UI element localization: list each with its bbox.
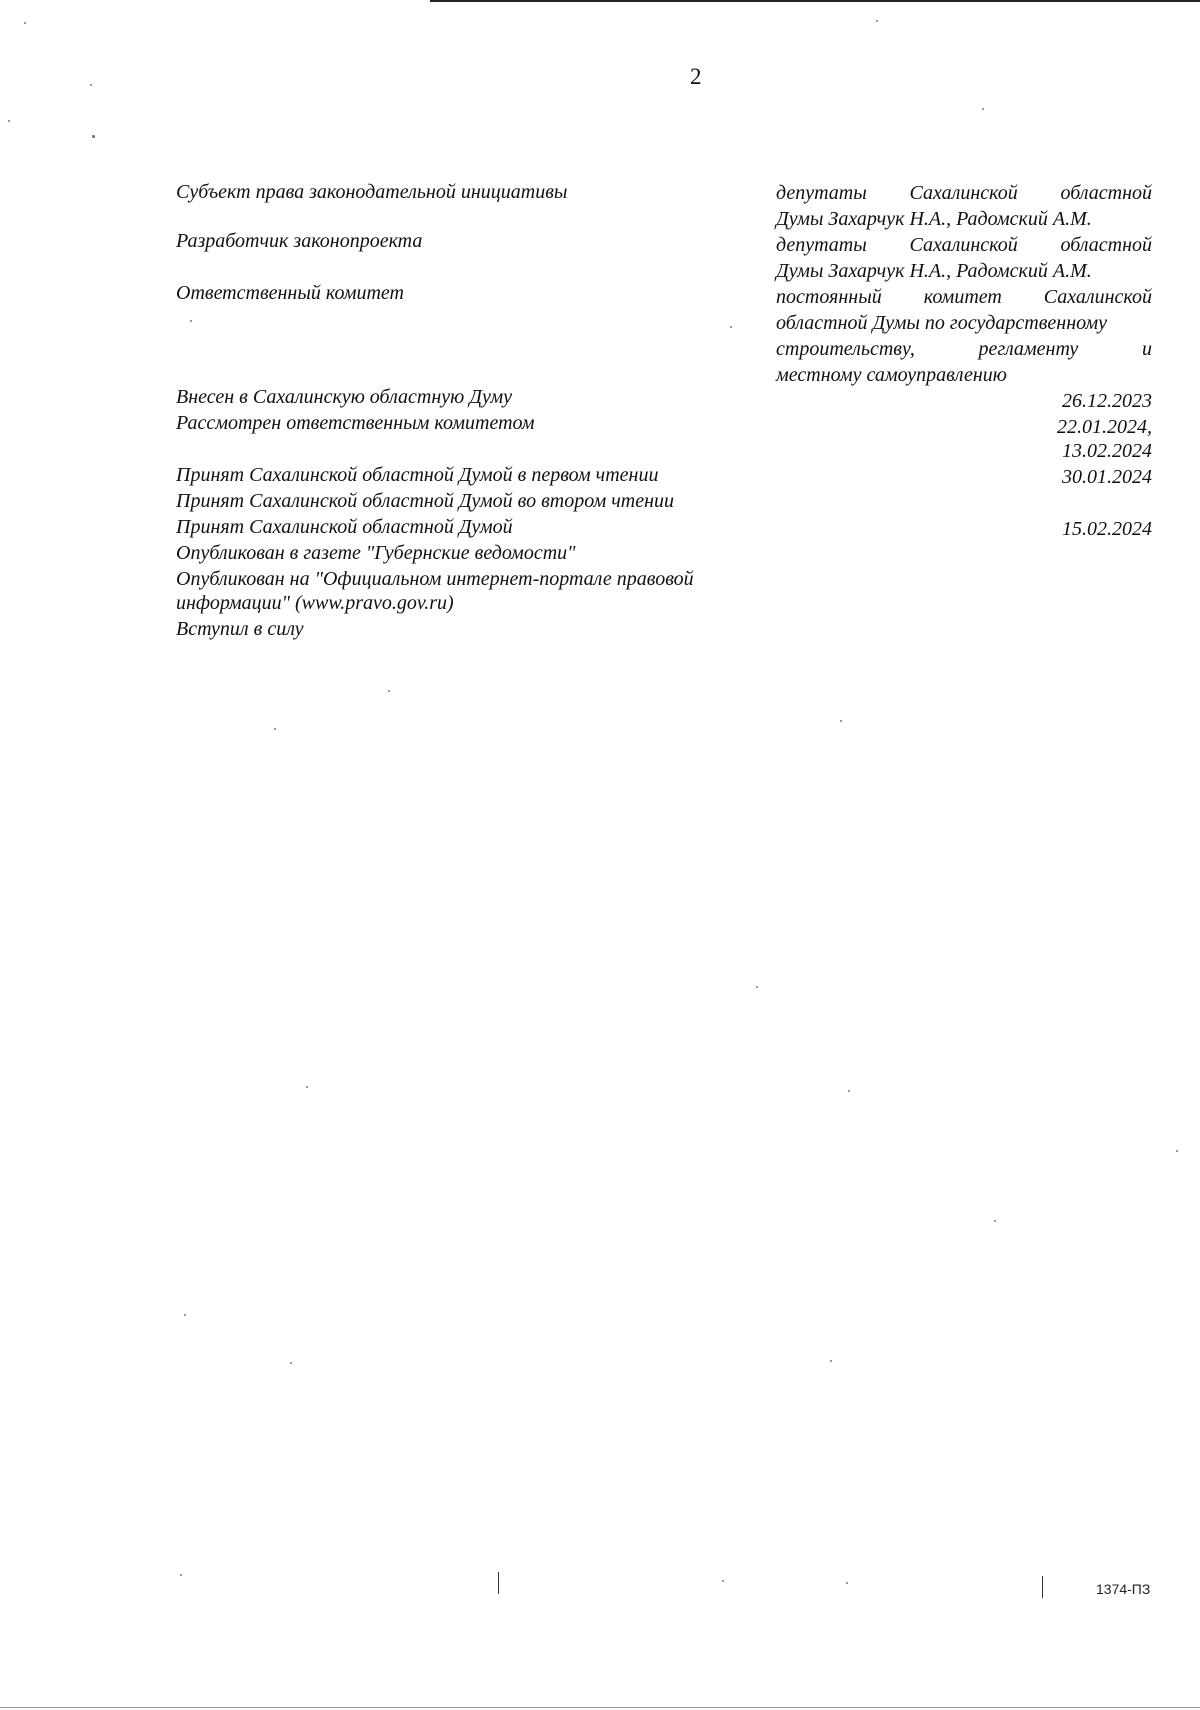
scan-speck [190, 320, 192, 322]
scan-speck [982, 108, 984, 110]
scan-speck [840, 720, 842, 722]
committee-value-line: местному самоуправлению [776, 364, 1007, 386]
scan-speck [994, 1220, 996, 1222]
scan-speck [848, 1090, 850, 1092]
reviewed-date: 13.02.2024 [1062, 440, 1152, 462]
top-edge-line [430, 0, 1200, 2]
scan-speck [1176, 1150, 1178, 1152]
footer-scan-mark [1042, 1576, 1043, 1598]
subject-label: Субъект права законодательной инициативы [176, 181, 568, 203]
committee-value-line: строительству, регламенту и [776, 338, 1152, 360]
adopted-date: 15.02.2024 [1062, 518, 1152, 540]
subject-value-line: Думы Захарчук Н.А., Радомский А.М. [776, 208, 1092, 230]
published-portal-label: информации" (www.pravo.gov.ru) [176, 592, 454, 614]
introduced-date: 26.12.2023 [1062, 390, 1152, 412]
developer-value-line: депутаты Сахалинской областной [776, 234, 1152, 256]
developer-value-line: Думы Захарчук Н.А., Радомский А.М. [776, 260, 1092, 282]
committee-value [776, 284, 1152, 388]
in-force-label: Вступил в силу [176, 618, 304, 640]
subject-value [776, 180, 1152, 232]
scan-speck [730, 326, 732, 328]
footer-scan-mark [498, 1572, 499, 1594]
committee-label: Ответственный комитет [176, 282, 404, 304]
subject-value-line: депутаты Сахалинской областной [776, 182, 1152, 204]
scan-speck [92, 135, 95, 138]
scan-speck [274, 728, 276, 730]
scan-speck [184, 1314, 186, 1316]
published-portal-label: Опубликован на "Официальном интернет-портале правовой [176, 568, 694, 590]
scan-speck [846, 1582, 848, 1584]
committee-value-line: областной Думы по государственному [776, 312, 1107, 334]
page-number: 2 [690, 64, 702, 89]
scan-speck [8, 120, 10, 122]
second-reading-label: Принят Сахалинской областной Думой во втором чтении [176, 490, 675, 512]
developer-label: Разработчик законопроекта [176, 230, 423, 252]
scan-speck [876, 20, 878, 22]
first-reading-date: 30.01.2024 [1062, 466, 1152, 488]
scan-speck [306, 1086, 308, 1088]
published-newspaper-label: Опубликован в газете "Губернские ведомости" [176, 542, 576, 564]
document-code: 1374-ПЗ [1096, 1581, 1151, 1597]
scan-speck [830, 1360, 832, 1362]
scan-speck [180, 1574, 182, 1576]
committee-value-line: постоянный комитет Сахалинской [776, 286, 1152, 308]
scan-speck [290, 1362, 292, 1364]
bottom-edge-line [0, 1707, 1200, 1708]
scan-speck [756, 986, 758, 988]
scan-speck [388, 690, 390, 692]
adopted-label: Принят Сахалинской областной Думой [176, 516, 513, 538]
reviewed-label: Рассмотрен ответственным комитетом [176, 412, 535, 434]
scan-speck [722, 1580, 724, 1582]
developer-value [776, 232, 1152, 284]
reviewed-date: 22.01.2024, [1057, 416, 1152, 438]
scan-speck [24, 22, 26, 24]
first-reading-label: Принят Сахалинской областной Думой в первом чтении [176, 464, 659, 486]
introduced-label: Внесен в Сахалинскую областную Думу [176, 386, 513, 408]
scan-speck [90, 84, 92, 86]
